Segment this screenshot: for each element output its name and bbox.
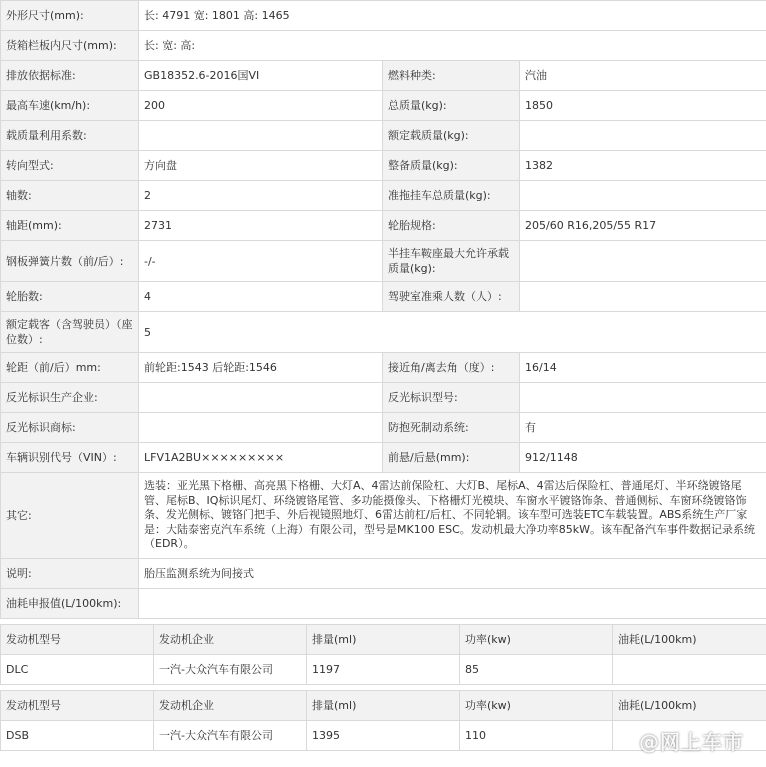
engine-model: DLC [1, 655, 154, 685]
max-speed-value: 200 [139, 91, 383, 121]
cab-passengers-label: 驾驶室准乘人数（人）: [383, 282, 520, 312]
other-label: 其它: [1, 473, 139, 559]
fuel-label: 燃料种类: [383, 61, 520, 91]
cargo-label: 货箱栏板内尺寸(mm): [1, 31, 139, 61]
spec-row [1, 383, 766, 413]
spec-row [1, 413, 766, 443]
overhang-label: 前悬/后悬(mm): [383, 443, 520, 473]
other-value: 选装：亚光黑下格栅、高亮黑下格栅、大灯A、4雷达前保险杠、大灯B、尾标A、4雷达后保险杠、普通尾灯、半环绕镀铬尾管、尾标B、IQ标识尾灯、环绕镀铬尾管、多功能摄像头、下格栅灯光模块、车窗水平镀铬饰条、普通侧标、车窗环绕镀铬饰条、发光侧标、镀铬门把手、外后视镜照地灯、6雷达前杠/后杠、不同轮辋。该车型可选装ETC车载装置。ABS系统生产厂家是：大陆泰密克汽车系统（上海）有限公司，型号是MK100 ESC。发动机最大净功率85kW。该车配备汽车事件数据记录系统（EDR）。 [139, 473, 766, 559]
track-label: 轮距（前/后）mm: [1, 353, 139, 383]
note-value: 胎压监测系统为间接式 [139, 559, 766, 589]
trailer-mass-value [520, 181, 766, 211]
engine-header-row [1, 625, 766, 655]
reflect-model-label: 反光标识型号: [383, 383, 520, 413]
overhang-value: 912/1148 [520, 443, 766, 473]
engine-displacement: 1395 [307, 721, 460, 751]
engine-displacement-header: 排量(ml) [307, 691, 460, 721]
engine-power: 110 [460, 721, 613, 751]
wheelbase-value: 2731 [139, 211, 383, 241]
leaf-spring-value: -/- [139, 241, 383, 282]
spec-row [1, 181, 766, 211]
cargo-value: 长: 宽: 高: [139, 31, 766, 61]
watermark: @网上车市 [639, 730, 744, 754]
track-value: 前轮距:1543 后轮距:1546 [139, 353, 383, 383]
tire-value: 205/60 R16,205/55 R17 [520, 211, 766, 241]
spec-row [1, 211, 766, 241]
axles-value: 2 [139, 181, 383, 211]
tire-label: 轮胎规格: [383, 211, 520, 241]
reflect-model-value [520, 383, 766, 413]
engine-fuel-header: 油耗(L/100km) [613, 625, 766, 655]
spec-row [1, 353, 766, 383]
load-factor-value [139, 121, 383, 151]
engine-fuel-header: 油耗(L/100km) [613, 691, 766, 721]
engine-fuel [613, 655, 766, 685]
spec-row [1, 1, 766, 31]
spec-row [1, 312, 766, 353]
cab-passengers-value [520, 282, 766, 312]
spec-row [1, 473, 766, 559]
rated-passengers-label: 额定载客（含驾驶员）（座位数）: [1, 312, 139, 353]
vin-value: LFV1A2BU××××××××× [139, 443, 383, 473]
spec-row [1, 559, 766, 589]
spec-row [1, 443, 766, 473]
reflect-brand-label: 反光标识商标: [1, 413, 139, 443]
rated-load-value [520, 121, 766, 151]
spec-row [1, 61, 766, 91]
spec-row [1, 31, 766, 61]
engine-model-header: 发动机型号 [1, 691, 154, 721]
curb-mass-value: 1382 [520, 151, 766, 181]
abs-label: 防抱死制动系统: [383, 413, 520, 443]
engine-model: DSB [1, 721, 154, 751]
angles-label: 接近角/离去角（度）: [383, 353, 520, 383]
leaf-spring-label: 钢板弹簧片数（前/后）: [1, 241, 139, 282]
spec-row [1, 589, 766, 619]
engine-power-header: 功率(kw) [460, 625, 613, 655]
max-speed-label: 最高车速(km/h): [1, 91, 139, 121]
reflect-maker-label: 反光标识生产企业: [1, 383, 139, 413]
rated-passengers-value: 5 [139, 312, 766, 353]
reflect-maker-value [139, 383, 383, 413]
steering-value: 方向盘 [139, 151, 383, 181]
engine-maker: 一汽-大众汽车有限公司 [154, 655, 307, 685]
spec-row [1, 151, 766, 181]
emission-label: 排放依据标准: [1, 61, 139, 91]
dimensions-label: 外形尺寸(mm): [1, 1, 139, 31]
saddle-label: 半挂车鞍座最大允许承载质量(kg): [383, 241, 520, 282]
note-label: 说明: [1, 559, 139, 589]
reflect-brand-value [139, 413, 383, 443]
spec-row [1, 241, 766, 282]
engine-power: 85 [460, 655, 613, 685]
load-factor-label: 载质量利用系数: [1, 121, 139, 151]
engine-header-row [1, 691, 766, 721]
saddle-value [520, 241, 766, 282]
angles-value: 16/14 [520, 353, 766, 383]
spec-row [1, 282, 766, 312]
engine-displacement-header: 排量(ml) [307, 625, 460, 655]
abs-value: 有 [520, 413, 766, 443]
wheelbase-label: 轴距(mm): [1, 211, 139, 241]
total-mass-value: 1850 [520, 91, 766, 121]
tire-count-label: 轮胎数: [1, 282, 139, 312]
rated-load-label: 额定载质量(kg): [383, 121, 520, 151]
fuel-value: 汽油 [520, 61, 766, 91]
engine-row [1, 655, 766, 685]
emission-value: GB18352.6-2016国VI [139, 61, 383, 91]
engine-model-header: 发动机型号 [1, 625, 154, 655]
fuel-consumption-value [139, 589, 766, 619]
vin-label: 车辆识别代号（VIN）: [1, 443, 139, 473]
engine-maker-header: 发动机企业 [154, 625, 307, 655]
steering-label: 转向型式: [1, 151, 139, 181]
trailer-mass-label: 准拖挂车总质量(kg): [383, 181, 520, 211]
spec-row [1, 121, 766, 151]
tire-count-value: 4 [139, 282, 383, 312]
total-mass-label: 总质量(kg): [383, 91, 520, 121]
axles-label: 轴数: [1, 181, 139, 211]
engine-table-1 [0, 624, 766, 685]
engine-power-header: 功率(kw) [460, 691, 613, 721]
engine-maker-header: 发动机企业 [154, 691, 307, 721]
engine-maker: 一汽-大众汽车有限公司 [154, 721, 307, 751]
fuel-consumption-label: 油耗申报值(L/100km): [1, 589, 139, 619]
dimensions-value: 长: 4791 宽: 1801 高: 1465 [139, 1, 766, 31]
spec-row [1, 91, 766, 121]
curb-mass-label: 整备质量(kg): [383, 151, 520, 181]
engine-displacement: 1197 [307, 655, 460, 685]
